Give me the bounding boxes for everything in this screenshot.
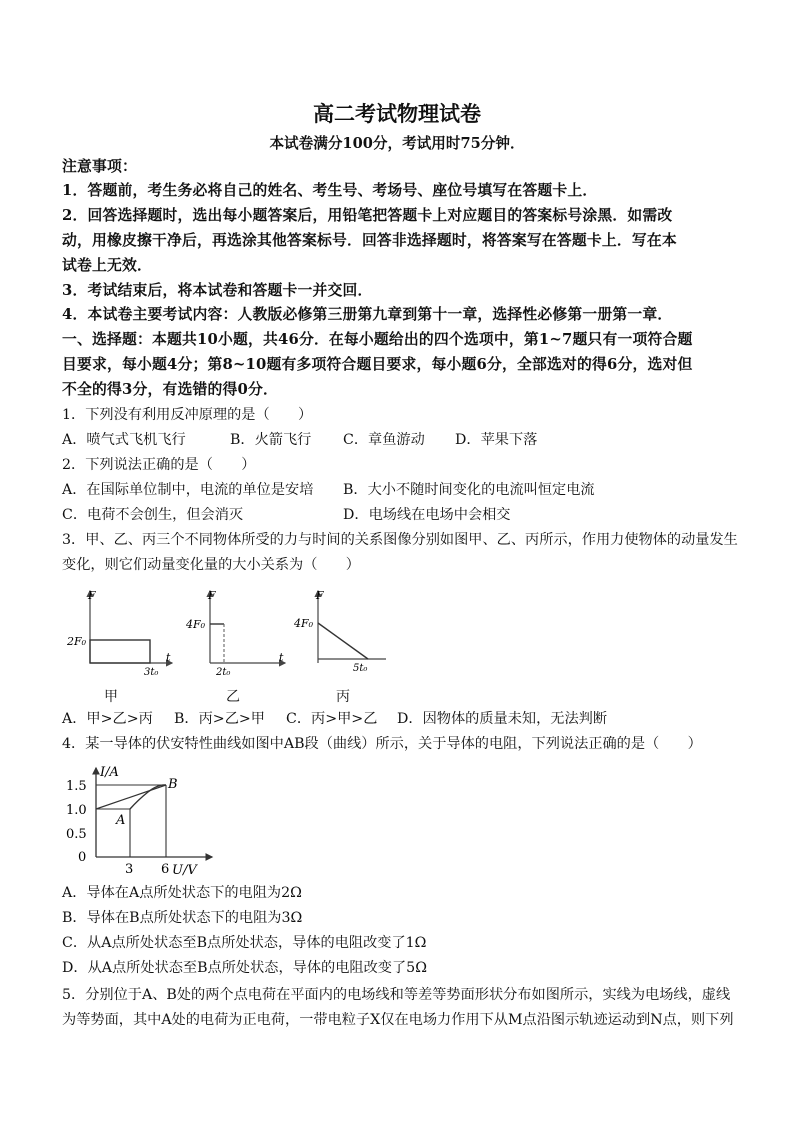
question-1-stem: 1．下列没有利用反冲原理的是（ ） [62,407,313,423]
iv-graph [62,760,222,878]
q1-option-c: C．章鱼游动 [343,432,425,448]
q1-option-b: B．火箭飞行 [230,432,312,448]
note-line: 试卷上无效． [62,257,152,274]
q3-option-b: B．丙>乙>甲 [174,711,265,727]
voltage-axis-label: U/V [172,863,197,878]
section-instruction: 目要求，每小题4分；第8~10题有多项符合题目要求，每小题6分，全部选对的得6分，选对但 [62,356,693,373]
force-axis-label: F [88,589,96,602]
section-instruction: 不全的得3分，有选错的得0分． [62,381,278,398]
x-tick-label: 3t₀ [144,667,159,675]
exam-subtitle: 本试卷满分100分，考试用时75分钟． [269,135,525,152]
y-tick-label: 0 [78,850,87,865]
x-tick-label: 6 [161,862,170,877]
note-line: 动，用橡皮擦干净后，再选涂其他答案标号．回答非选择题时，将答案写在答题卡上．写在本 [62,232,677,249]
y-tick-label: 1.5 [66,779,87,794]
force-axis-label: F [316,589,324,602]
graph-yi [182,585,292,675]
q3-option-a: A．甲>乙>丙 [62,711,153,727]
note-line: 1．答题前，考生务必将自己的姓名、考生号、考场号、座位号填写在答题卡上． [62,182,598,199]
question-3-stem: 变化，则它们动量变化量的大小关系为（ ） [62,557,360,573]
note-line: 3．考试结束后，将本试卷和答题卡一并交回． [62,282,373,299]
graph-jia [62,585,182,675]
q2-option-d: D．电场线在电场中会相交 [343,507,511,523]
y-tick-label: 1.0 [66,803,87,818]
question-3-stem: 3．甲、乙、丙三个不同物体所受的力与时间的关系图像分别如图甲、乙、丙所示，作用力使物体的动量发生 [62,532,738,548]
note-line: 2．回答选择题时，选出每小题答案后，用铅笔把答题卡上对应题目的答案标号涂黑．如需改 [62,207,673,224]
q1-option-d: D．苹果下落 [455,432,538,448]
x-tick-label: 2t₀ [216,667,231,675]
force-axis-label: F [208,589,216,602]
q2-option-b: B．大小不随时间变化的电流叫恒定电流 [343,482,595,498]
question-4-stem: 4．某一导体的伏安特性曲线如图中AB段（曲线）所示，关于导体的电阻，下列说法正确的是（ ） [62,736,702,752]
q4-option-c: C．从A点所处状态至B点所处状态，导体的电阻改变了1Ω [62,935,427,951]
graph-bing [290,585,390,675]
question-2-stem: 2．下列说法正确的是（ ） [62,457,256,473]
q3-option-d: D．因物体的质量未知，无法判断 [397,711,608,727]
page-title: 高二考试物理试卷 [313,101,481,126]
time-axis-label: t [279,651,284,664]
q2-option-c: C．电荷不会创生，但会消灭 [62,507,244,523]
time-axis-label: t [166,651,171,664]
q3-option-c: C．丙>甲>乙 [286,711,378,727]
q4-option-d: D．从A点所处状态至B点所处状态，导体的电阻改变了5Ω [62,960,427,976]
y-tick-label: 4F₀ [294,617,314,630]
notes-heading: 注意事项： [62,158,137,175]
y-tick-label: 2F₀ [67,635,87,648]
q2-option-a: A．在国际单位制中，电流的单位是安培 [62,482,314,498]
note-line: 4．本试卷主要考试内容：人教版必修第三册第九章到第十一章，选择性必修第一册第一章． [62,306,673,323]
point-a-label: A [116,813,126,828]
current-axis-label: I/A [100,765,119,780]
question-5-stem: 5．分别位于A、B处的两个点电荷在平面内的电场线和等差等势面形状分布如图所示，实线为电场线，虚线 [62,987,731,1003]
graph-caption: 丙 [336,689,350,705]
x-tick-label: 5t₀ [353,663,368,674]
section-instruction: 一、选择题：本题共10小题，共46分．在每小题给出的四个选项中，第1~7题只有一项符合题 [62,331,693,348]
q1-option-a: A．喷气式飞机飞行 [62,432,186,448]
question-5-stem: 为等势面，其中A处的电荷为正电荷，一带电粒子X仅在电场力作用下从M点沿图示轨迹运动到N点，则下列 [62,1012,734,1028]
y-tick-label: 0.5 [66,827,87,842]
graph-caption: 甲 [104,689,118,705]
point-b-label: B [168,777,178,792]
q4-option-b: B．导体在B点所处状态下的电阻为3Ω [62,910,303,926]
q4-option-a: A．导体在A点所处状态下的电阻为2Ω [62,885,302,901]
y-tick-label: 4F₀ [186,618,206,631]
x-tick-label: 3 [125,862,134,877]
graph-caption: 乙 [226,689,240,705]
